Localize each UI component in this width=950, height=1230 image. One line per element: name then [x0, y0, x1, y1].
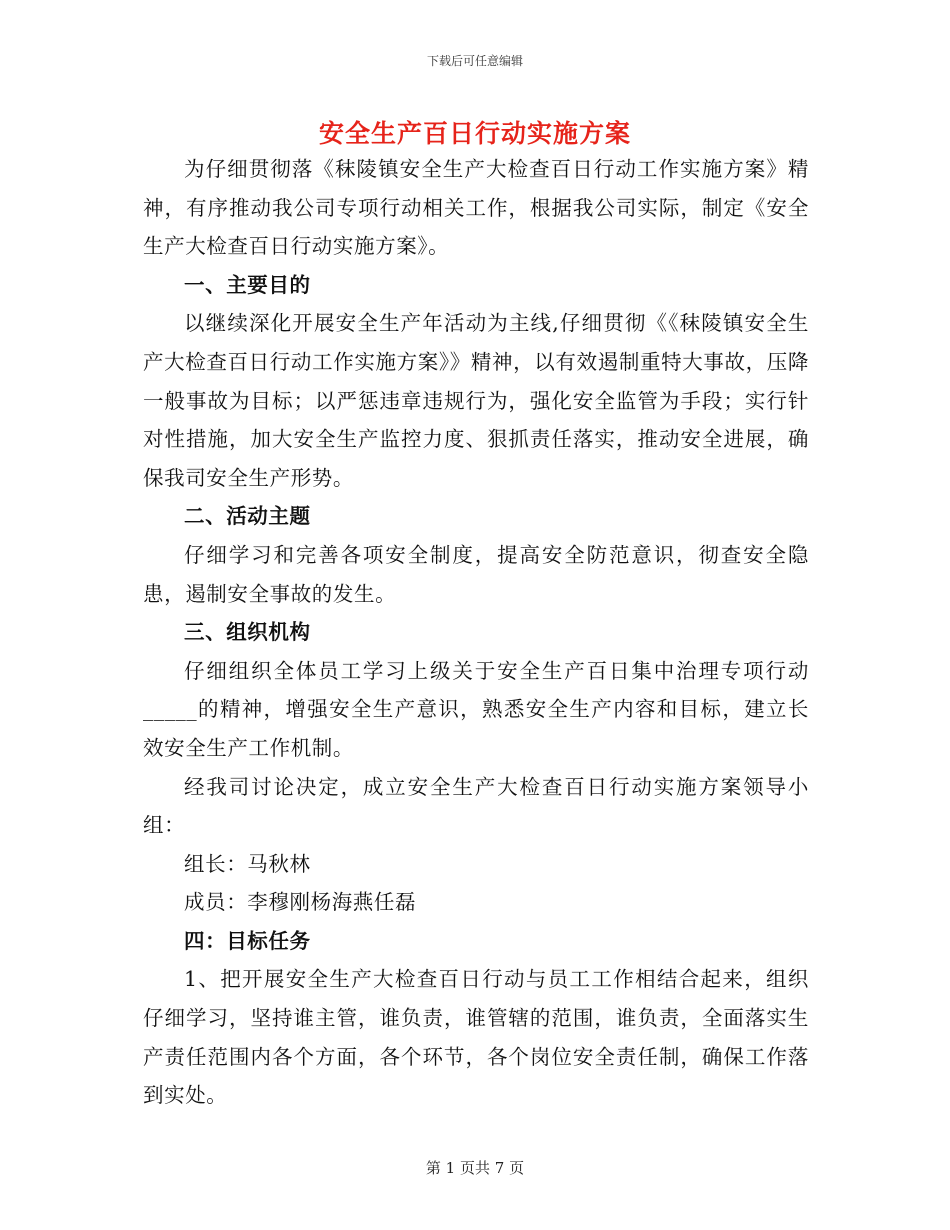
- document-title: 安全生产百日行动实施方案: [318, 119, 631, 148]
- section-heading-theme: 二、活动主题: [184, 504, 311, 529]
- group-members-line: 成员：李穆刚杨海燕任磊: [184, 890, 417, 915]
- section-heading-targets: 四：目标任务: [184, 928, 311, 953]
- organization-paragraph: 仔细组织全体员工学习上级关于安全生产百日集中治理专项行动_____的精神，增强安全生产意识，熟悉安全生产内容和目标，建立长效安全生产工作机制。: [143, 658, 809, 760]
- leadership-group-paragraph: 经我司讨论决定，成立安全生产大检查百日行动实施方案领导小组：: [143, 774, 809, 838]
- section-heading-purpose: 一、主要目的: [184, 272, 311, 297]
- group-leader-line: 组长：马秋林: [184, 851, 311, 876]
- page-header: 下载后可任意编辑: [426, 54, 523, 68]
- section-heading-organization: 三、组织机构: [184, 620, 311, 645]
- purpose-paragraph: 以继续深化开展安全生产年活动为主线,仔细贯彻《《秣陵镇安全生产大检查百日行动工作实施方案》》精神，以有效遏制重特大事故，压降一般事故为目标；以严惩违章违规行为，强化安全监管为手段；实行针对性措施，加大安全生产监控力度、狠抓责任落实，推动安全进展，确保我司安全生产形势。: [143, 311, 809, 490]
- intro-paragraph: 为仔细贯彻落《秣陵镇安全生产大检查百日行动工作实施方案》精神，有序推动我公司专项行动相关工作，根据我公司实际，制定《安全生产大检查百日行动实施方案》。: [143, 157, 809, 259]
- target-task-1-paragraph: 1、把开展安全生产大检查百日行动与员工工作相结合起来，组织仔细学习，坚持谁主管，谁负责，谁管辖的范围，谁负责，全面落实生产责任范围内各个方面，各个环节，各个岗位安全责任制，确保工作落到实处。: [143, 967, 809, 1108]
- page-footer: 第 1 页共 7 页: [425, 1159, 525, 1177]
- document-body: [143, 150, 809, 1115]
- theme-paragraph: 仔细学习和完善各项安全制度，提高安全防范意识，彻查安全隐患，遏制安全事故的发生。: [143, 542, 809, 606]
